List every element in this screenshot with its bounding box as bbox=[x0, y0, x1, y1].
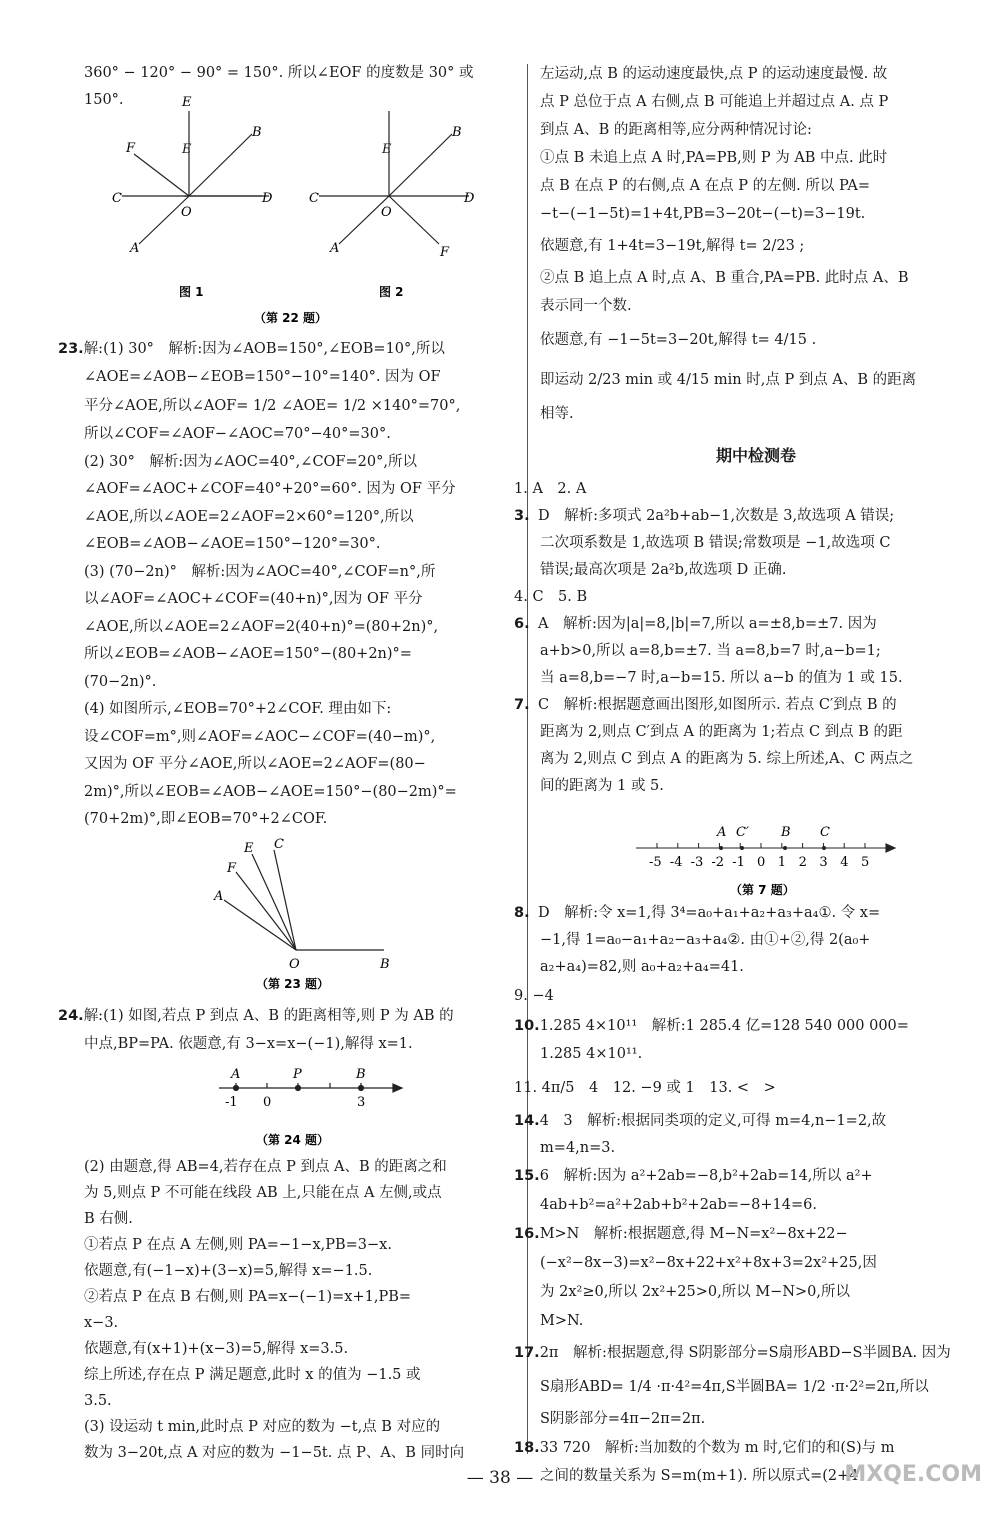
q23-line: ∠AOE,所以∠AOE=2∠AOF=2(40+n)°=(80+2n)°, bbox=[84, 618, 439, 635]
answer-11-13: 11. 4π/5 4 12. −9 或 1 13. < > bbox=[514, 1080, 776, 1096]
svg-text:P: P bbox=[293, 1066, 302, 1082]
q24-continued-line: 左运动,点 B 的运动速度最快,点 P 的运动速度最慢. 故 bbox=[540, 66, 888, 82]
q24-line: B 右侧. bbox=[84, 1210, 133, 1227]
q23-line: (3) (70−2n)° 解析:因为∠AOC=40°,∠COF=n°,所 bbox=[84, 563, 436, 580]
q24-continued-line: 依题意,有 1+4t=3−19t,解得 t= 2/23 ; bbox=[540, 238, 805, 254]
q24-continued-line: 相等. bbox=[540, 406, 574, 422]
answer-number: 8. bbox=[514, 905, 530, 921]
answer-line: a+b>0,所以 a=8,b=±7. 当 a=8,b=7 时,a−b=1; bbox=[540, 643, 881, 659]
answer-line: (−x²−8x−3)=x²−8x+22+x²+8x+3=2x²+25,因 bbox=[540, 1255, 877, 1271]
svg-text:B: B bbox=[781, 825, 791, 840]
q24-line: 数为 3−20t,点 A 对应的数为 −1−5t. 点 P、A、B 同时向 bbox=[84, 1444, 465, 1461]
answer-number: 14. bbox=[514, 1113, 540, 1129]
section-title: 期中检测卷 bbox=[715, 446, 796, 465]
q23-line: ∠AOE,所以∠AOE=2∠AOF=2×60°=120°,所以 bbox=[84, 508, 414, 525]
tick-label: -1 bbox=[732, 855, 745, 870]
q24-continued-line: ①点 B 未追上点 A 时,PA=PB,则 P 为 AB 中点. 此时 bbox=[540, 150, 888, 166]
svg-text:A: A bbox=[717, 825, 727, 840]
q23-line: (70+2m)°,即∠EOB=70°+2∠COF. bbox=[84, 811, 328, 827]
answer-line: S阴影部分=4π−2π=2π. bbox=[540, 1411, 706, 1427]
fig22-caption: （第 22 题） bbox=[254, 311, 328, 325]
answer-line: 33 720 解析:当加数的个数为 m 时,它们的和(S)与 m bbox=[539, 1440, 895, 1456]
ray-OF bbox=[134, 154, 189, 196]
answer-number: 10. bbox=[514, 1018, 540, 1034]
tick-label: -3 bbox=[690, 855, 704, 870]
answer-line: 当 a=8,b=−7 时,a−b=15. 所以 a−b 的值为 1 或 15. bbox=[540, 670, 903, 686]
tick-label: -4 bbox=[669, 855, 683, 870]
answer-line: m=4,n=3. bbox=[540, 1140, 616, 1156]
ray-OB bbox=[189, 134, 252, 196]
q24-line: ①若点 P 在点 A 左侧,则 PA=−1−x,PB=3−x. bbox=[84, 1236, 392, 1253]
q24-line: 3.5. bbox=[84, 1392, 112, 1409]
svg-text:E: E bbox=[244, 840, 254, 856]
tick-label: -2 bbox=[711, 855, 725, 870]
ray-OA bbox=[139, 196, 189, 244]
watermark: MXQE.COM bbox=[844, 1462, 982, 1487]
answer-number: 18. bbox=[514, 1440, 540, 1456]
q23-line: 2m)°,所以∠EOB=∠AOB−∠AOE=150°−(80−2m)°= bbox=[84, 783, 457, 800]
svg-text:D: D bbox=[464, 191, 475, 206]
q24-continued-line: 依题意,有 −1−5t=3−20t,解得 t= 4/15 . bbox=[540, 332, 817, 348]
svg-text:C: C bbox=[309, 191, 319, 206]
tick-label: 4 bbox=[840, 855, 849, 870]
q24-continued-line: ②点 B 追上点 A 时,点 A、B 重合,PA=PB. 此时点 A、B bbox=[540, 270, 909, 286]
fig24-caption: （第 24 题） bbox=[256, 1132, 330, 1147]
q24-line: 为 5,则点 P 不可能在线段 AB 上,只能在点 A 左侧,或点 bbox=[84, 1184, 442, 1201]
answer-line: 4ab+b²=a²+2ab+b²+2ab=−8+14=6. bbox=[540, 1197, 817, 1213]
answers-2 bbox=[514, 900, 972, 1490]
svg-text:B: B bbox=[380, 956, 390, 972]
answer-line: 2π 解析:根据题意,得 S阴影部分=S扇形ABD−S半圆BA. 因为 bbox=[539, 1345, 951, 1361]
answer-line: D 解析:多项式 2a²b+ab−1,次数是 3,故选项 A 错误; bbox=[538, 508, 895, 524]
answer-number: 6. bbox=[514, 616, 530, 632]
answer-line: 为 2x²≥0,所以 2x²+25>0,所以 M−N>0,所以 bbox=[540, 1284, 850, 1300]
svg-text:O: O bbox=[381, 205, 392, 220]
answer-number: 16. bbox=[514, 1226, 540, 1242]
answer-1-2: 1. A 2. A bbox=[514, 481, 587, 497]
q23-line: (4) 如图所示,∠EOB=70°+2∠COF. 理由如下: bbox=[84, 701, 392, 717]
q23-line: ∠AOF=∠AOC+∠COF=40°+20°=60°. 因为 OF 平分 bbox=[84, 481, 456, 497]
tick-label: 0 bbox=[757, 855, 766, 870]
figure-7 bbox=[540, 808, 972, 900]
q24-continued-line: 表示同一个数. bbox=[540, 298, 632, 314]
answer-number: 3. bbox=[514, 508, 530, 524]
svg-text:C: C bbox=[112, 191, 122, 206]
answer-9: 9. −4 bbox=[514, 988, 554, 1004]
q24-line: (3) 设运动 t min,此时点 P 对应的数为 −t,点 B 对应的 bbox=[84, 1418, 441, 1435]
figure-23 bbox=[84, 836, 516, 991]
answer-line: 离为 2,则点 C 到点 A 的距离为 5. 综上所述,A、C 两点之 bbox=[540, 751, 914, 767]
svg-text:C: C bbox=[820, 825, 830, 840]
q23-line: 平分∠AOE,所以∠AOF= 1/2 ∠AOE= 1/2 ×140°=70°, bbox=[84, 398, 461, 414]
fig7-caption: （第 7 题） bbox=[730, 883, 795, 897]
answer-line: A 解析:因为|a|=8,|b|=7,所以 a=±8,b=±7. 因为 bbox=[538, 616, 877, 632]
q24-line: 解:(1) 如图,若点 P 到点 A、B 的距离相等,则 P 为 AB 的 bbox=[83, 1007, 454, 1024]
svg-text:B: B bbox=[252, 125, 262, 140]
figure-22 bbox=[84, 95, 516, 336]
q24-line: 依题意,有(−1−x)+(3−x)=5,解得 x=−1.5. bbox=[84, 1262, 373, 1279]
svg-text:F: F bbox=[440, 245, 450, 260]
q23-line: ∠EOB=∠AOB−∠AOE=150°−120°=30°. bbox=[84, 536, 381, 552]
q24-number: 24. bbox=[58, 1007, 84, 1024]
q24-line: ②若点 P 在点 B 右侧,则 PA=x−(−1)=x+1,PB= bbox=[84, 1288, 411, 1305]
answer-line: 1.285 4×10¹¹ 解析:1 285.4 亿=128 540 000 000= bbox=[539, 1018, 909, 1034]
q24-line: x−3. bbox=[84, 1314, 119, 1331]
svg-text:C: C bbox=[274, 836, 284, 852]
fig7-ticks bbox=[657, 843, 865, 848]
svg-text:B: B bbox=[452, 125, 462, 140]
answer-line: M>N 解析:根据题意,得 M−N=x²−8x+22− bbox=[539, 1226, 848, 1242]
q23-line: (70−2n)°. bbox=[84, 673, 157, 690]
q22-continuation: 360° − 120° − 90° = 150°. 所以∠EOF 的度数是 30° 或 150°. bbox=[84, 65, 474, 108]
q24-block bbox=[58, 1002, 516, 1058]
q23-line: 所以∠COF=∠AOF−∠AOC=70°−40°=30°. bbox=[84, 426, 391, 442]
right-column bbox=[514, 60, 972, 1490]
q23-line: 以∠AOF=∠AOC+∠COF=(40+n)°,因为 OF 平分 bbox=[84, 591, 423, 607]
q23-line: ∠AOE=∠AOB−∠EOB=150°−10°=140°. 因为 OF bbox=[84, 368, 441, 385]
q24-part2 bbox=[84, 1154, 516, 1466]
answer-line: 之间的数量关系为 S=m(m+1). 所以原式=(2+4 bbox=[540, 1468, 859, 1484]
answer-line: 间的距离为 1 或 5. bbox=[540, 778, 664, 794]
answer-line: a₂+a₄)=82,则 a₀+a₂+a₄=41. bbox=[540, 959, 744, 975]
svg-text:O: O bbox=[181, 205, 192, 220]
answers bbox=[514, 476, 972, 800]
svg-text:A: A bbox=[130, 241, 140, 256]
q24-line: 依题意,有(x+1)+(x−3)=5,解得 x=3.5. bbox=[84, 1340, 349, 1357]
answer-4-5: 4. C 5. B bbox=[514, 589, 588, 605]
answer-number: 7. bbox=[514, 697, 530, 713]
answer-line: S扇形ABD= 1/4 ·π·4²=4π,S半圆BA= 1/2 ·π·2²=2π,所以 bbox=[540, 1379, 929, 1395]
answer-line: 错误;最高次项是 2a²b,故选项 D 正确. bbox=[540, 562, 787, 578]
q24-continued-line: −t−(−1−5t)=1+4t,PB=3−20t−(−t)=3−19t. bbox=[540, 206, 866, 222]
q24-continued-line: 点 B 在点 P 的右侧,点 A 在点 P 的左侧. 所以 PA= bbox=[540, 178, 870, 194]
q23-line: (2) 30° 解析:因为∠AOC=40°,∠COF=20°,所以 bbox=[84, 453, 417, 470]
q23-line: 设∠COF=m°,则∠AOF=∠AOC−∠COF=(40−m)°, bbox=[84, 728, 436, 745]
q24-line: (2) 由题意,得 AB=4,若存在点 P 到点 A、B 的距离之和 bbox=[84, 1158, 447, 1175]
answer-line: C 解析:根据题意画出图形,如图所示. 若点 C′到点 B 的 bbox=[538, 697, 897, 713]
svg-text:A: A bbox=[231, 1066, 241, 1082]
svg-text:0: 0 bbox=[263, 1094, 272, 1110]
tick-label: 3 bbox=[819, 855, 828, 870]
q24-continued-line: 到点 A、B 的距离相等,应分两种情况讨论: bbox=[540, 122, 812, 138]
answer-line: 二次项系数是 1,故选项 B 错误;常数项是 −1,故选项 C bbox=[540, 535, 891, 551]
tick-label: -5 bbox=[649, 855, 662, 870]
page-number: — 38 — bbox=[466, 1468, 534, 1488]
q24-continued-line: 即运动 2/23 min 或 4/15 min 时,点 P 到点 A、B 的距离 bbox=[540, 372, 917, 388]
fig22-2 bbox=[319, 111, 469, 244]
q24-continued-line: 点 P 总位于点 A 右侧,点 B 可能追上并超过点 A. 点 P bbox=[540, 94, 889, 110]
answer-line: 6 解析:因为 a²+2ab=−8,b²+2ab=14,所以 a²+ bbox=[539, 1168, 873, 1184]
q23-line: 又因为 OF 平分∠AOE,所以∠AOE=2∠AOF=(80− bbox=[84, 756, 426, 772]
svg-text:O: O bbox=[289, 956, 300, 972]
fig22-1 bbox=[122, 111, 269, 244]
figure-24 bbox=[84, 1058, 516, 1154]
q24-line: 综上所述,存在点 P 满足题意,此时 x 的值为 −1.5 或 bbox=[84, 1366, 421, 1383]
answer-line: −1,得 1=a₀−a₁+a₂−a₃+a₄②. 由①+②,得 2(a₀+ bbox=[540, 932, 871, 948]
q23-line: 解:(1) 30° 解析:因为∠AOB=150°,∠EOB=10°,所以 bbox=[83, 341, 445, 357]
fig1-caption: 图 1 bbox=[179, 285, 204, 299]
tick-label: 2 bbox=[798, 855, 807, 870]
fig23-caption: （第 23 题） bbox=[256, 976, 330, 991]
answer-number: 15. bbox=[514, 1168, 540, 1184]
answer-line: 1.285 4×10¹¹. bbox=[540, 1046, 643, 1062]
svg-text:F: F bbox=[126, 141, 136, 156]
left-column: 360° − 120° − 90° = 150°. 所以∠EOF 的度数是 30° 或 150°. C D E O B F A C D O B F A 图 1 图 2 （第 22 题） E E 23.解:(1) 30° 解析:因为∠AOB=150°,∠EOB=10°,所以 ∠AOE=∠AOB−∠EOB=150°−10°=140°. 因为 OF 平分∠AOE,所以∠AOF= 1/2 ∠AOE= 1/2 ×140°=70°, 所以∠COF=∠AOF−∠AOC=70°−40°=30°. (2) 30° 解析:因为∠AOC=40°,∠COF=20°,所以 ∠AOF=∠AOC+∠COF=40°+20°=60°. 因为 OF 平分 ∠AOE,所以∠AOE=2∠AOF=2×60°=120°,所以 ∠EOB=∠AOB−∠AOE=150°−120°=30°. (3) (70−2n)° 解析:因为∠AOC=40°,∠COF=n°,所 以∠AOF=∠AOC+∠COF=(40+n)°,因为 OF 平分 ∠AOE,所以∠AOE=2∠AOF=2(40+n)°=(80+2n)°, 所以∠EOB=∠AOB−∠AOE=150°−(80+2n)°= (70−2n)°. (4) 如图所示,∠EOB=70°+2∠COF. 理由如下: 设∠COF=m°,则∠AOF=∠AOC−∠COF=(40−m)°, 又因为 OF 平分∠AOE,所以∠AOE=2∠AOF=(80− 2m)°,所以∠EOB=∠AOB−∠AOE=150°−(80−2m)°= (70+2m)°,即∠EOB=70°+2∠COF. C E F A O B （第 23 题） 24.解:(1) 如图,若点 P 到点 A、B 的距离相等,则 P 为 AB 的 中点,BP=PA. 依题意,有 3−x=x−(−1),解得 x=1. A P B -1 0 3 （第 24 题） (2) 由题意,得 AB=4,若存在点 P 到点 A、B 的距离之和 为 5,则点 P 不可能在线段 AB 上,只能在点 A 左侧,或点 B 右侧. ①若点 P 在点 A 左侧,则 PA=−1−x,PB=3−x. 依题意,有(−1−x)+(3−x)=5,解得 x=−1.5. ②若点 P 在点 B 右侧,则 PA=x−(−1)=x+1,PB= x−3. 依题意,有(x+1)+(x−3)=5,解得 x=3.5. 综上所述,存在点 P 满足题意,此时 x 的值为 −1.5 或 3.5. (3) 设运动 t min,此时点 P 对应的数为 −t,点 B 对应的 数为 3−20t,点 A 对应的数为 −1−5t. 点 P、A、B 同时向 bbox=[84, 60, 516, 1466]
svg-text:A: A bbox=[214, 888, 224, 904]
q23-line: 所以∠EOB=∠AOB−∠AOE=150°−(80+2n)°= bbox=[84, 646, 412, 662]
svg-text:C′: C′ bbox=[736, 825, 749, 840]
svg-text:E: E bbox=[182, 95, 192, 110]
q24-line: 中点,BP=PA. 依题意,有 3−x=x−(−1),解得 x=1. bbox=[84, 1035, 413, 1052]
q23-block bbox=[58, 336, 516, 834]
tick-label: 1 bbox=[777, 855, 787, 870]
q23-number: 23. bbox=[58, 341, 84, 357]
answer-line: M>N. bbox=[540, 1313, 584, 1329]
svg-text:D: D bbox=[262, 191, 273, 206]
answer-line: 距离为 2,则点 C′到点 A 的距离为 1;若点 C 到点 B 的距 bbox=[540, 724, 903, 740]
tick-label: 5 bbox=[861, 855, 870, 870]
answer-line: D 解析:令 x=1,得 3⁴=a₀+a₁+a₂+a₃+a₄①. 令 x= bbox=[538, 905, 881, 921]
fig7-labels bbox=[649, 855, 869, 870]
svg-text:A: A bbox=[330, 241, 340, 256]
answer-number: 17. bbox=[514, 1345, 540, 1361]
fig2-caption: 图 2 bbox=[379, 285, 404, 299]
svg-text:F: F bbox=[227, 860, 237, 876]
svg-text:3: 3 bbox=[357, 1094, 366, 1110]
svg-text:B: B bbox=[356, 1066, 366, 1082]
svg-text:-1: -1 bbox=[225, 1094, 238, 1110]
answer-line: 4 3 解析:根据同类项的定义,可得 m=4,n−1=2,故 bbox=[539, 1113, 887, 1129]
